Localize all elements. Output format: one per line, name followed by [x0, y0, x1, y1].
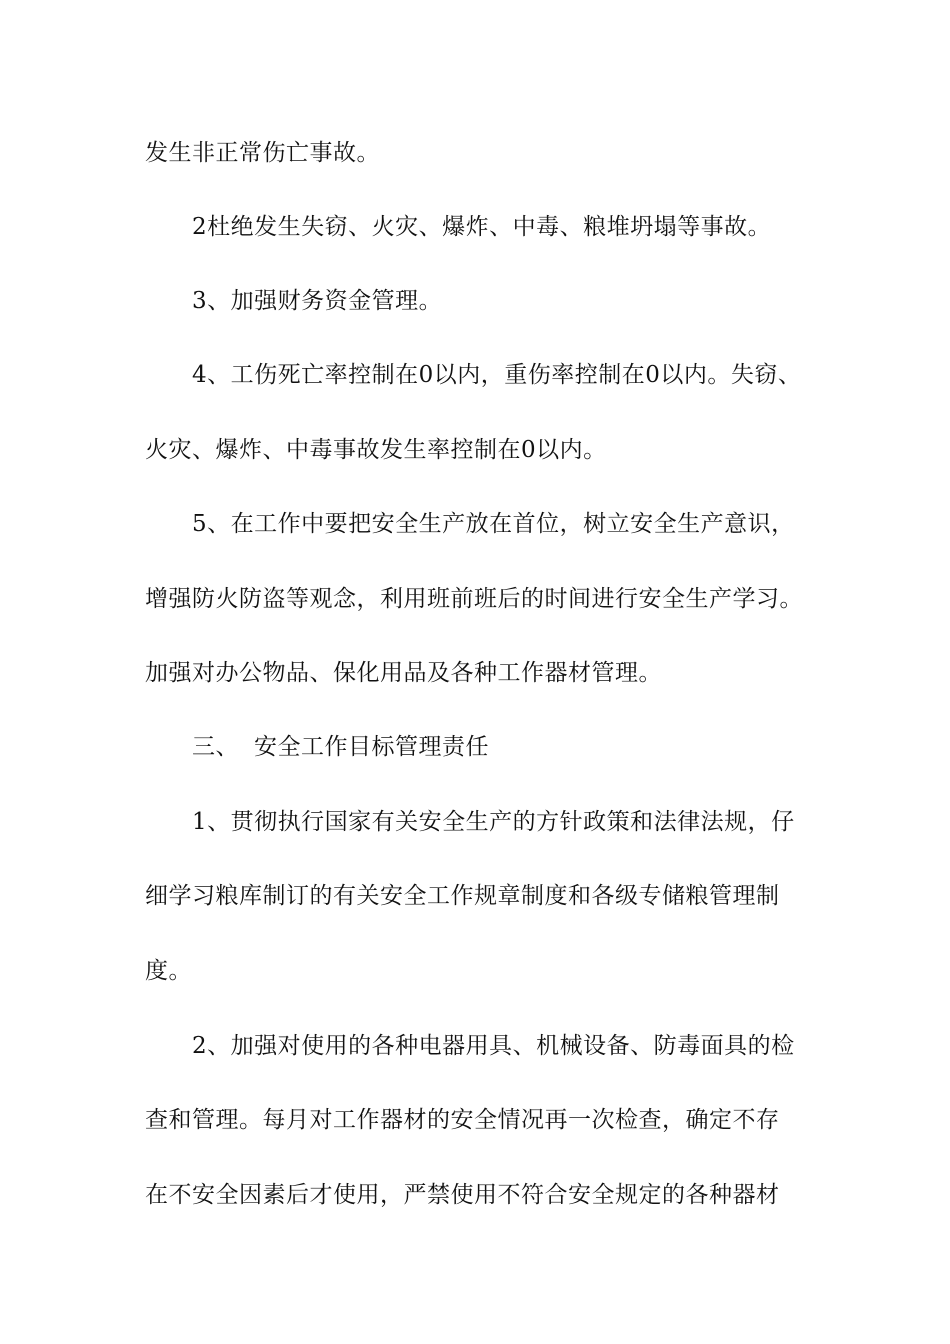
text-line: 发生非正常伤亡事故。 [145, 140, 380, 166]
text-line: 增强防火防盗等观念，利用班前班后的时间进行安全生产学习。 [145, 586, 803, 612]
text-line: 度。 [145, 958, 192, 984]
text-line: 在不安全因素后才使用，严禁使用不符合安全规定的各种器材 [145, 1182, 780, 1208]
section-heading [192, 732, 489, 762]
section-number: 三、 [192, 734, 239, 760]
text-line: 3、加强财务资金管理。 [192, 288, 443, 314]
text-line: 火灾、爆炸、中毒事故发生率控制在0以内。 [145, 437, 607, 463]
text-line: 细学习粮库制订的有关安全工作规章制度和各级专储粮管理制 [145, 883, 780, 909]
text-line: 2杜绝发生失窃、火灾、爆炸、中毒、粮堆坍塌等事故。 [192, 214, 772, 240]
text-line: 5、在工作中要把安全生产放在首位，树立安全生产意识， [192, 511, 795, 537]
text-line: 加强对办公物品、保化用品及各种工作器材管理。 [145, 660, 662, 686]
text-line: 2、加强对使用的各种电器用具、机械设备、防毒面具的检 [192, 1033, 795, 1059]
text-line: 1、贯彻执行国家有关安全生产的方针政策和法律法规，仔 [192, 809, 795, 835]
section-title: 安全工作目标管理责任 [254, 734, 489, 760]
text-line: 查和管理。每月对工作器材的安全情况再一次检查，确定不存 [145, 1107, 780, 1133]
text-line: 4、工伤死亡率控制在0以内，重伤率控制在0以内。失窃、 [192, 362, 802, 388]
